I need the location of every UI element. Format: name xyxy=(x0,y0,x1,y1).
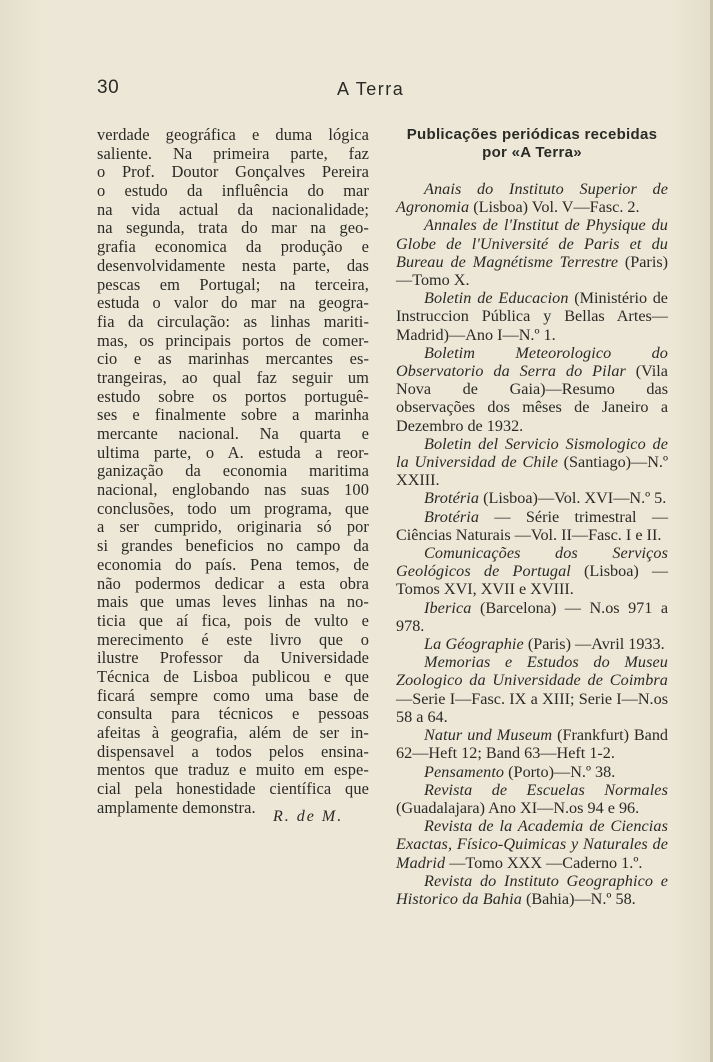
periodical-title: Revista de la Academia de Ciencias Exactas, Físico-Quimicas y Naturales de Madrid xyxy=(396,817,668,872)
review-text-line: ilustre Professor da Universidade xyxy=(97,648,369,668)
review-text-line: pescas em Portugal; na terceira, xyxy=(97,274,369,294)
periodical-entry xyxy=(396,599,668,635)
review-text-line: mas, os principais portos de comer- xyxy=(97,330,369,350)
review-text-line: na vida actual da nacionalidade; xyxy=(97,199,369,219)
periodical-details: — Série trimestral — Ciências Naturais —Vol. II—Fasc. I e II. xyxy=(396,507,669,544)
periodical-details: (Frankfurt) Band 62—Heft 12; Band 63—Heft 1-2. xyxy=(396,726,669,763)
review-text-line: a ser cumprido, originaria só por xyxy=(97,517,369,537)
periodicals-list xyxy=(396,180,668,908)
review-text-line: não podermos dedicar a esta obra xyxy=(97,573,369,593)
periodical-title: Boletin de Educacion xyxy=(424,289,569,308)
periodical-details: (Bahia)—N.º 58. xyxy=(525,889,636,908)
review-text-line: estudo sobre os portos portuguê- xyxy=(97,386,369,406)
periodicals-column xyxy=(396,126,668,908)
page-number: 30 xyxy=(97,77,120,98)
periodical-details: (Guadalajara) Ano XI—N.os 94 e 96. xyxy=(396,798,640,817)
review-text-line: ficará sempre como uma base de xyxy=(97,685,369,705)
periodical-title: La Géographie xyxy=(424,635,524,654)
review-text-line: cial pela honestidade científica que xyxy=(97,779,369,799)
review-text-line: consulta para técnicos e pessoas xyxy=(97,704,369,724)
review-signature: R. de M. xyxy=(273,808,344,825)
periodical-title: Annales de l'Institut de Physique du Globe de l'Université de Paris et du Bureau de Magnétisme Terrestre xyxy=(396,216,668,271)
periodical-details: (Barcelona) — N.os 971 a 978. xyxy=(396,598,669,635)
periodical-details: (Ministério de Instruccion Pública y Bellas Artes—Madrid)—Ano I—N.º 1. xyxy=(396,289,668,344)
periodical-details: —Tomo XXX —Caderno 1.º. xyxy=(449,853,643,872)
review-text-column xyxy=(97,126,369,817)
periodical-title: Comunicações dos Serviços Geológicos de Portugal xyxy=(396,544,668,581)
review-text-line: merecimento é este livro que o xyxy=(97,629,369,649)
periodical-entry xyxy=(396,817,668,872)
periodical-title: Anais do Instituto Superior de Agronomia xyxy=(396,180,668,217)
review-text-line: o estudo da influência do mar xyxy=(97,181,369,201)
running-title: A Terra xyxy=(337,79,405,99)
periodical-entry xyxy=(396,435,668,490)
review-text-line: ticia que aí fica, pois de vulto e xyxy=(97,610,369,630)
review-text-line: Técnica de Lisboa publicou e que xyxy=(97,666,369,686)
periodical-entry xyxy=(396,781,668,817)
review-text-line: cio e as marinhas mercantes es- xyxy=(97,349,369,369)
periodical-title: Boletim Meteorologico do Observatorio da Serra do Pilar xyxy=(396,343,668,381)
periodical-title: Revista do Instituto Geographico e Historico da Bahia xyxy=(396,871,668,908)
review-text-line: ses e finalmente sobre a marinha xyxy=(97,405,369,425)
review-text-line: si grandes beneficios no campo da xyxy=(97,536,369,556)
review-text-line: nacional, englobando nas suas 100 xyxy=(97,480,369,500)
periodical-title: Brotéria xyxy=(424,507,480,526)
review-text-line: afeitas à geografia, além de ser in- xyxy=(97,723,369,742)
periodicals-heading-line-2: por «A Terra» xyxy=(482,144,582,161)
periodical-title: Revista de Escuelas Normales xyxy=(424,780,668,799)
periodical-entry xyxy=(396,872,668,908)
periodical-entry xyxy=(396,489,668,507)
periodical-details: (Paris) —Avril 1933. xyxy=(527,635,665,654)
review-text-line: trangeiras, ao qual faz seguir um xyxy=(97,367,369,387)
periodical-entry xyxy=(396,508,668,544)
periodical-entry xyxy=(396,653,668,726)
periodicals-heading-line-1: Publicações periódicas recebidas xyxy=(406,126,658,143)
periodical-details: (Lisboa) — Tomos XVI, XVII e XVIII. xyxy=(396,562,669,599)
review-text-line: desenvolvidamente nesta parte, das xyxy=(97,255,369,275)
review-text-line: fia da circulação: as linhas mariti- xyxy=(97,311,369,331)
review-text-line: mercante nacional. Na quarta e xyxy=(97,424,369,443)
periodical-details: (Porto)—N.º 38. xyxy=(508,762,616,781)
periodical-title: Boletin del Servicio Sismologico de la Universidad de Chile xyxy=(396,434,668,472)
periodical-details: (Santiago)—N.º XXIII. xyxy=(396,453,668,490)
review-text-line: estuda o valor do mar na geogra- xyxy=(97,293,369,313)
periodical-details: —Serie I—Fasc. IX a XIII; Serie I—N.os 58 a 64. xyxy=(396,689,668,726)
review-text-line: amplamente demonstra. xyxy=(97,797,256,817)
periodical-entry xyxy=(396,726,668,762)
periodical-entry xyxy=(396,289,668,344)
periodical-title: Natur und Museum xyxy=(424,726,553,745)
review-text-line: ganização da economia maritima xyxy=(97,461,369,481)
review-text-line: grafia economica da produção e xyxy=(97,237,369,257)
periodical-title: Memorias e Estudos do Museu Zoologico da Universidade de Coimbra xyxy=(396,653,668,690)
periodical-details: (Vila Nova de Gaia)—Resumo das observações dos mêses de Janeiro a Dezembro de 1932. xyxy=(396,362,668,435)
review-text-line: mentos que traduz e muito em espe- xyxy=(97,760,369,780)
periodical-entry xyxy=(396,180,668,216)
review-text-line: dispensavel a todos pelos ensina- xyxy=(97,741,369,761)
periodical-details: (Paris)—Tomo X. xyxy=(396,252,669,290)
review-text-line: na segunda, trata do mar na geo- xyxy=(97,218,369,238)
review-text-line: verdade geográfica e duma lógica xyxy=(97,125,369,144)
periodical-entry xyxy=(396,544,668,599)
review-text-line: conclusões, todo um programa, que xyxy=(97,498,369,518)
periodical-entry xyxy=(396,216,668,289)
review-text-line: o Prof. Doutor Gonçalves Pereira xyxy=(97,162,369,182)
periodical-entry xyxy=(396,635,668,653)
review-text-line: economia do país. Pena temos, de xyxy=(97,554,369,574)
review-text-line: saliente. Na primeira parte, faz xyxy=(97,143,369,163)
periodical-details: (Lisboa)—Vol. XVI—N.º 5. xyxy=(483,489,667,508)
periodical-title: Pensamento xyxy=(424,762,505,781)
review-text-line: ultima parte, o A. estuda a reor- xyxy=(97,442,369,462)
periodical-entry xyxy=(396,344,668,435)
review-text-line: mais que umas leves linhas na no- xyxy=(97,592,369,612)
periodical-title: Brotéria xyxy=(424,489,480,508)
periodical-details: (Lisboa) Vol. V—Fasc. 2. xyxy=(473,198,640,217)
periodical-title: Iberica xyxy=(424,598,472,617)
periodicals-heading xyxy=(396,126,668,162)
periodical-entry xyxy=(396,763,668,781)
